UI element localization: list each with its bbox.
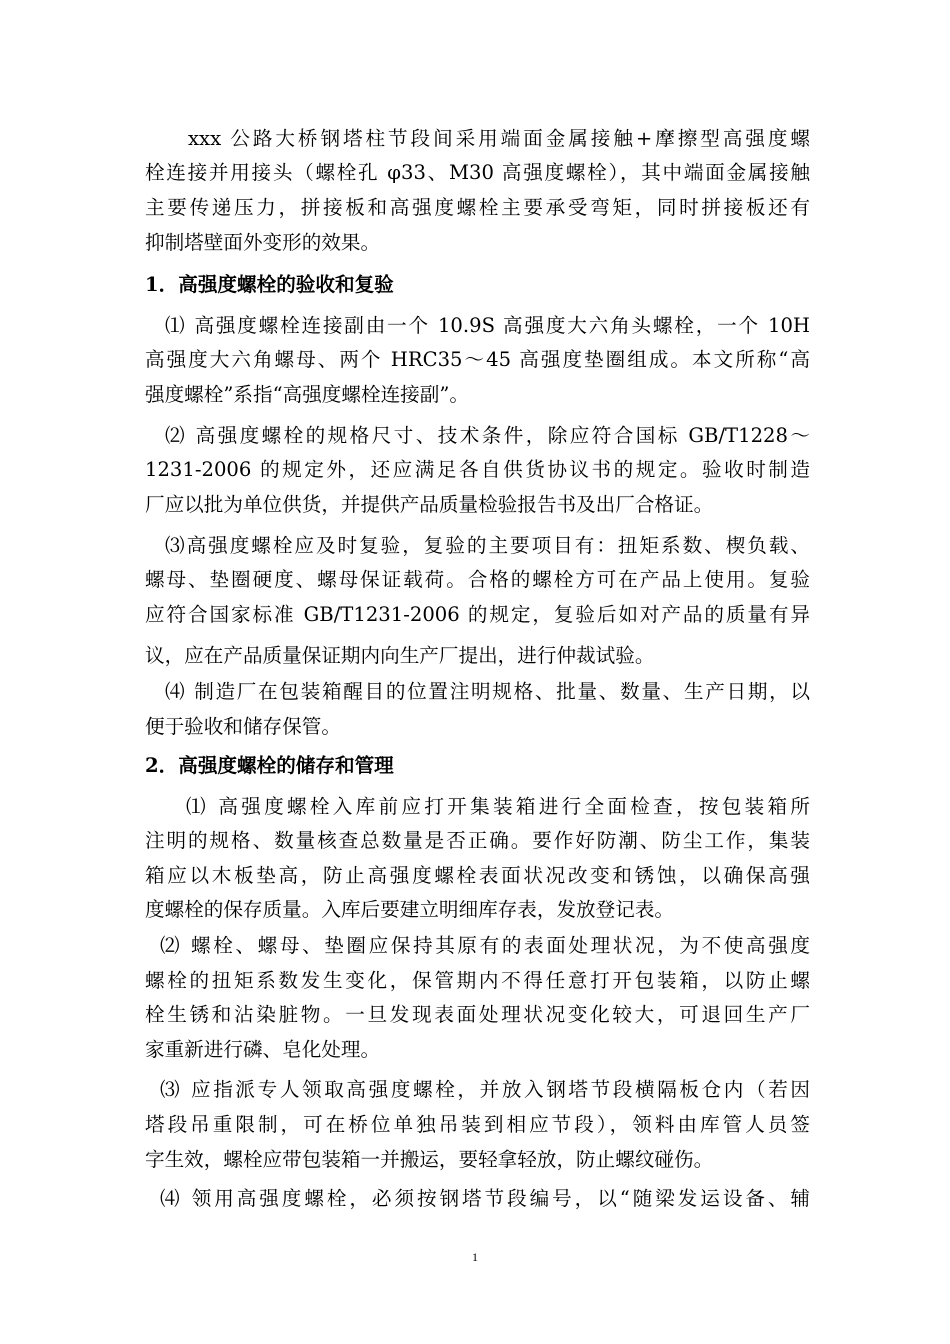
s2-p3-line-1: ⑶ 应指派专人领取高强度螺栓，并放入钢塔节段横隔板仓内（若因 [160,1078,810,1101]
section-2-heading: 2．高强度螺栓的储存和管理 [145,754,394,777]
intro-line-4: 抑制塔壁面外变形的效果。 [145,231,381,254]
s1-p3-line-1: ⑶高强度螺栓应及时复验，复验的主要项目有：扭矩系数、楔负载、 [165,534,810,557]
s2-p3-line-3: 字生效，螺栓应带包装箱一并搬运，要轻拿轻放，防止螺纹碰伤。 [145,1148,714,1171]
intro-line-3: 主要传递压力，拼接板和高强度螺栓主要承受弯矩，同时拼接板还有 [145,196,810,219]
s2-p1-line-1: ⑴ 高强度螺栓入库前应打开集装箱进行全面检查，按包装箱所 [186,795,810,818]
s1-p2-line-2: 1231-2006 的规定外，还应满足各自供货协议书的规定。验收时制造 [145,458,810,481]
s2-p1-line-4: 度螺栓的保存质量。入库后要建立明细库存表，发放登记表。 [145,898,675,921]
s1-p2-line-1: ⑵ 高强度螺栓的规格尺寸、技术条件，除应符合国标 GB/T1228～ [165,424,810,447]
s2-p3-line-2: 塔段吊重限制，可在桥位单独吊装到相应节段），领料由库管人员签 [145,1113,810,1136]
s1-p1-line-2: 高强度大六角螺母、两个 HRC35～45 高强度垫圈组成。本文所称“高 [145,348,810,371]
page-number: 1 [472,1250,478,1264]
s1-p4-line-2: 便于验收和储存保管。 [145,715,341,738]
s2-p2-line-1: ⑵ 螺栓、螺母、垫圈应保持其原有的表面处理状况，为不使高强度 [160,934,810,957]
section-1-heading: 1．高强度螺栓的验收和复验 [145,273,394,296]
s1-p2-line-3: 厂应以批为单位供货，并提供产品质量检验报告书及出厂合格证。 [145,493,714,516]
s2-p1-line-2: 注明的规格、数量核查总数量是否正确。要作好防潮、防尘工作，集装 [145,829,810,852]
s2-p2-line-2: 螺栓的扭矩系数发生变化，保管期内不得任意打开包装箱，以防止螺 [145,969,810,992]
s1-p4-line-1: ⑷ 制造厂在包装箱醒目的位置注明规格、批量、数量、生产日期，以 [165,680,810,703]
s2-p2-line-4: 家重新进行磷、皂化处理。 [145,1038,381,1061]
s2-p2-line-3: 栓生锈和沾染脏物。一旦发现表面处理状况变化较大，可退回生产厂 [145,1003,810,1026]
s1-p1-line-3: 强度螺栓”系指“高强度螺栓连接副”。 [145,383,469,406]
s1-p1-line-1: ⑴ 高强度螺栓连接副由一个 10.9S 高强度大六角头螺栓，一个 10H [165,314,810,337]
intro-line-1: xxx 公路大桥钢塔柱节段间采用端面金属接触+摩擦型高强度螺 [188,127,810,150]
s2-p4-line-1: ⑷ 领用高强度螺栓，必须按钢塔节段编号，以“随梁发运设备、辅 [160,1187,810,1210]
s1-p3-line-3: 应符合国家标准 GB/T1231-2006 的规定，复验后如对产品的质量有异 [145,603,810,626]
intro-line-2: 栓连接并用接头（螺栓孔 φ33、M30 高强度螺栓），其中端面金属接触 [145,161,810,184]
s1-p3-line-2: 螺母、垫圈硬度、螺母保证载荷。合格的螺栓方可在产品上使用。复验 [145,568,810,591]
s1-p3-line-4: 议，应在产品质量保证期内向生产厂提出，进行仲裁试验。 [145,644,655,667]
s2-p1-line-3: 箱应以木板垫高，防止高强度螺栓表面状况改变和锈蚀，以确保高强 [145,864,810,887]
